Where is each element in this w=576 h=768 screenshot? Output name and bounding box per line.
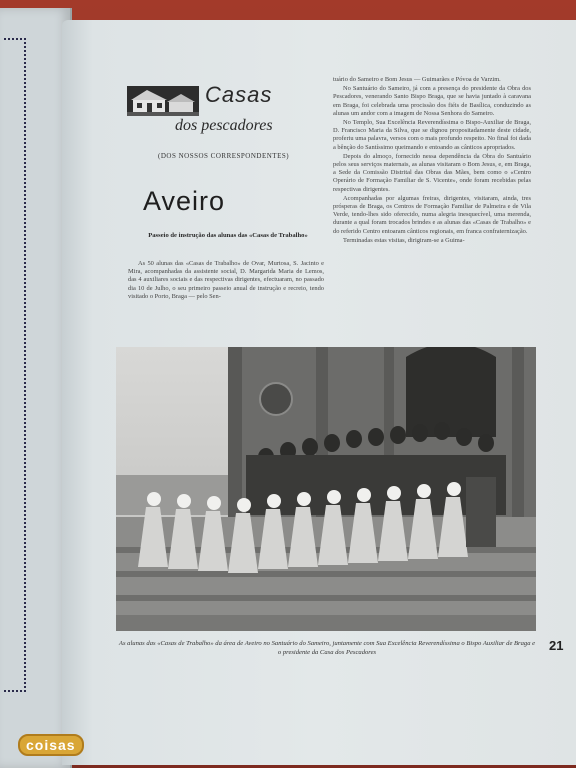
article-left-column <box>128 260 324 302</box>
watermark-logo: coisas <box>18 734 84 756</box>
paragraph: Depois do almoço, fornecido nessa dependência da Obra do Santuário pelos seus serviços maternais, as alunas visitaram o Bom Jesus, e, em Braga, a Sede da Comissão Distrital das Obras das Mães, bem como o «Centro Operário de Formação Familiar de S. Vicente», onde foram recebidas pelas respectivas dirigentes. <box>333 152 531 193</box>
paragraph: tuário do Sameiro e Bom Jesus — Guimarães e Póvoa de Varzim. <box>333 76 501 83</box>
article-subheading: Passeio de instrução das alunas das «Casas de Trabalho» <box>148 232 308 239</box>
group-photo <box>116 347 536 631</box>
paragraph: No Santuário do Sameiro, já com a presença do presidente da Obra dos Pescadores, venerando Santo Bispo Braga, que se havia juntado à caravana em Braga, foi celebrada uma procissão dos fiéis de Basílica, conduzindo as alunas um andor com a imagem de Nossa Senhora do Sameiro. <box>333 85 531 117</box>
photo-caption: As alunas das «Casas de Trabalho» da área de Aveiro no Santuário do Sameiro, juntamente com Sua Excelência Reverendíssima o Bispo Auxiliar de Braga e o presidente da Casa dos Pescadores <box>118 640 536 656</box>
article-heading: Aveiro <box>143 186 226 216</box>
group-photo-illustration <box>116 347 536 631</box>
logo-subtitle: dos pescadores <box>175 117 273 134</box>
paragraph: Terminadas estas visitas, dirigiram-se a Guima- <box>343 236 465 244</box>
paragraph: No Templo, Sua Excelência Reverendíssima o Bispo-Auxiliar de Braga, D. Francisco Maria da Silva, que se dignou propositadamente deste cidade, proferiu uma palavra, versos com o mais profundo respeito. No final foi dada a bênção do Santíssimo queimando e entoando as cânticos apropriados. <box>333 119 531 151</box>
logo-title: Casas <box>205 82 273 107</box>
page-number: 21 <box>549 638 564 653</box>
paragraph: Acompanhadas por algumas freiras, dirigentes, visitaram, ainda, tres prósperas de Braga, os Centros de Formação Familiar de Palmeira e de Vila Verde, tendo-lhes sido oferecido, numa alegria inesquecível, uma merenda, durante a qual foram trocados brindes e as alunas das «Casas de Trabalho» e do referido Centro entoaram cânticos regionais, em franca confraternização. <box>333 194 531 235</box>
fishermen-house-logo-icon <box>127 86 199 116</box>
paragraph: As 50 alunas das «Casas de Trabalho» de Ovar, Murtosa, S. Jacinto e Mira, acompanhadas da assistente social, D. Margarida Maria de Lemos, das 4 auxiliares sociais e das respectivas dirigentes, efectuaram, no passado dia 10 de Julho, o seu primeiro passeio anual de instrução e recreio, tendo visitado o Porto, Braga — pelo Sen- <box>128 260 324 300</box>
correspondents-note: (DOS NOSSOS CORRESPONDENTES) <box>158 152 290 160</box>
article-right-column <box>333 76 531 246</box>
left-page-dotted-border <box>4 38 26 692</box>
